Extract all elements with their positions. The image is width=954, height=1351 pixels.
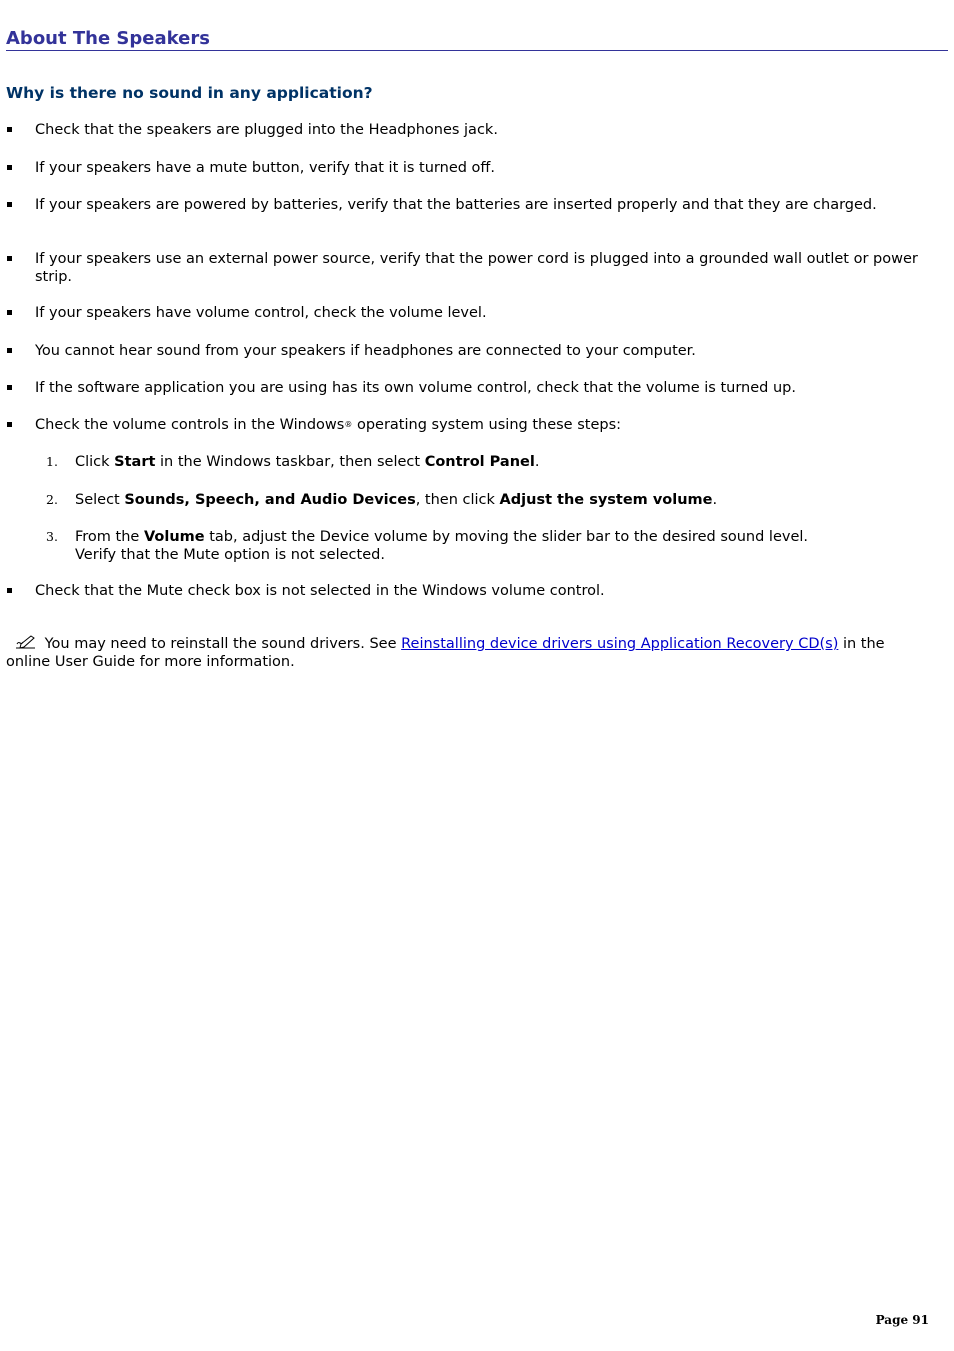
page-title: About The Speakers [6, 28, 948, 51]
list-item-text: You cannot hear sound from your speakers if headphones are connected to your computer. [35, 343, 696, 359]
step-number: 1. [46, 454, 58, 469]
bullet-square-icon [7, 385, 12, 390]
registered-mark: ® [344, 420, 353, 429]
list-item [6, 121, 926, 139]
step-item [46, 491, 916, 509]
list-item [6, 342, 926, 360]
step-number: 2. [46, 492, 58, 507]
list-item-text: If your speakers are powered by batteries, verify that the batteries are inserted properly and that they are charged. [35, 197, 877, 213]
list-item [6, 250, 926, 286]
list-item [6, 196, 926, 214]
list-item-text: If your speakers have volume control, check the volume level. [35, 305, 487, 321]
bullet-square-icon [7, 588, 12, 593]
list-item-text: If your speakers use an external power source, verify that the power cord is plugged into a grounded wall outlet or power strip. [35, 251, 918, 285]
step-text: Select Sounds, Speech, and Audio Devices, then click Adjust the system volume. [75, 492, 718, 508]
bullet-square-icon [7, 165, 12, 170]
bullet-square-icon [7, 202, 12, 207]
bullet-square-icon [7, 422, 12, 427]
list-item [6, 416, 926, 434]
step-text: From the Volume tab, adjust the Device volume by moving the slider bar to the desired sound level. Verify that the Mute option is not selected. [75, 529, 809, 563]
note-paragraph: You may need to reinstall the sound drivers. See Reinstalling device drivers using Application Recovery CD(s) in the online User Guide for more information. [6, 636, 885, 670]
list-item-text: Check that the Mute check box is not selected in the Windows volume control. [35, 583, 605, 599]
bullet-square-icon [7, 310, 12, 315]
bullet-square-icon [7, 348, 12, 353]
bullet-square-icon [7, 127, 12, 132]
section-question: Why is there no sound in any application? [6, 84, 373, 102]
step-item [46, 528, 916, 564]
step-item [46, 453, 916, 471]
step-text: Click Start in the Windows taskbar, then select Control Panel. [75, 454, 540, 470]
list-item-text: Check the volume controls in the Windows® operating system using these steps: [35, 417, 622, 433]
page-number: Page 91 [875, 1313, 929, 1327]
note-pen-icon [14, 634, 38, 650]
list-item [6, 379, 926, 397]
list-item [6, 159, 926, 177]
list-item [6, 582, 926, 600]
step-number: 3. [46, 529, 58, 544]
list-item [6, 304, 926, 322]
bullet-square-icon [7, 256, 12, 261]
list-item-text: If your speakers have a mute button, verify that it is turned off. [35, 160, 496, 176]
reinstall-drivers-link[interactable]: Reinstalling device drivers using Application Recovery CD(s) [401, 636, 839, 652]
list-item-text: If the software application you are using has its own volume control, check that the volume is turned up. [35, 380, 796, 396]
list-item-text: Check that the speakers are plugged into the Headphones jack. [35, 122, 498, 138]
